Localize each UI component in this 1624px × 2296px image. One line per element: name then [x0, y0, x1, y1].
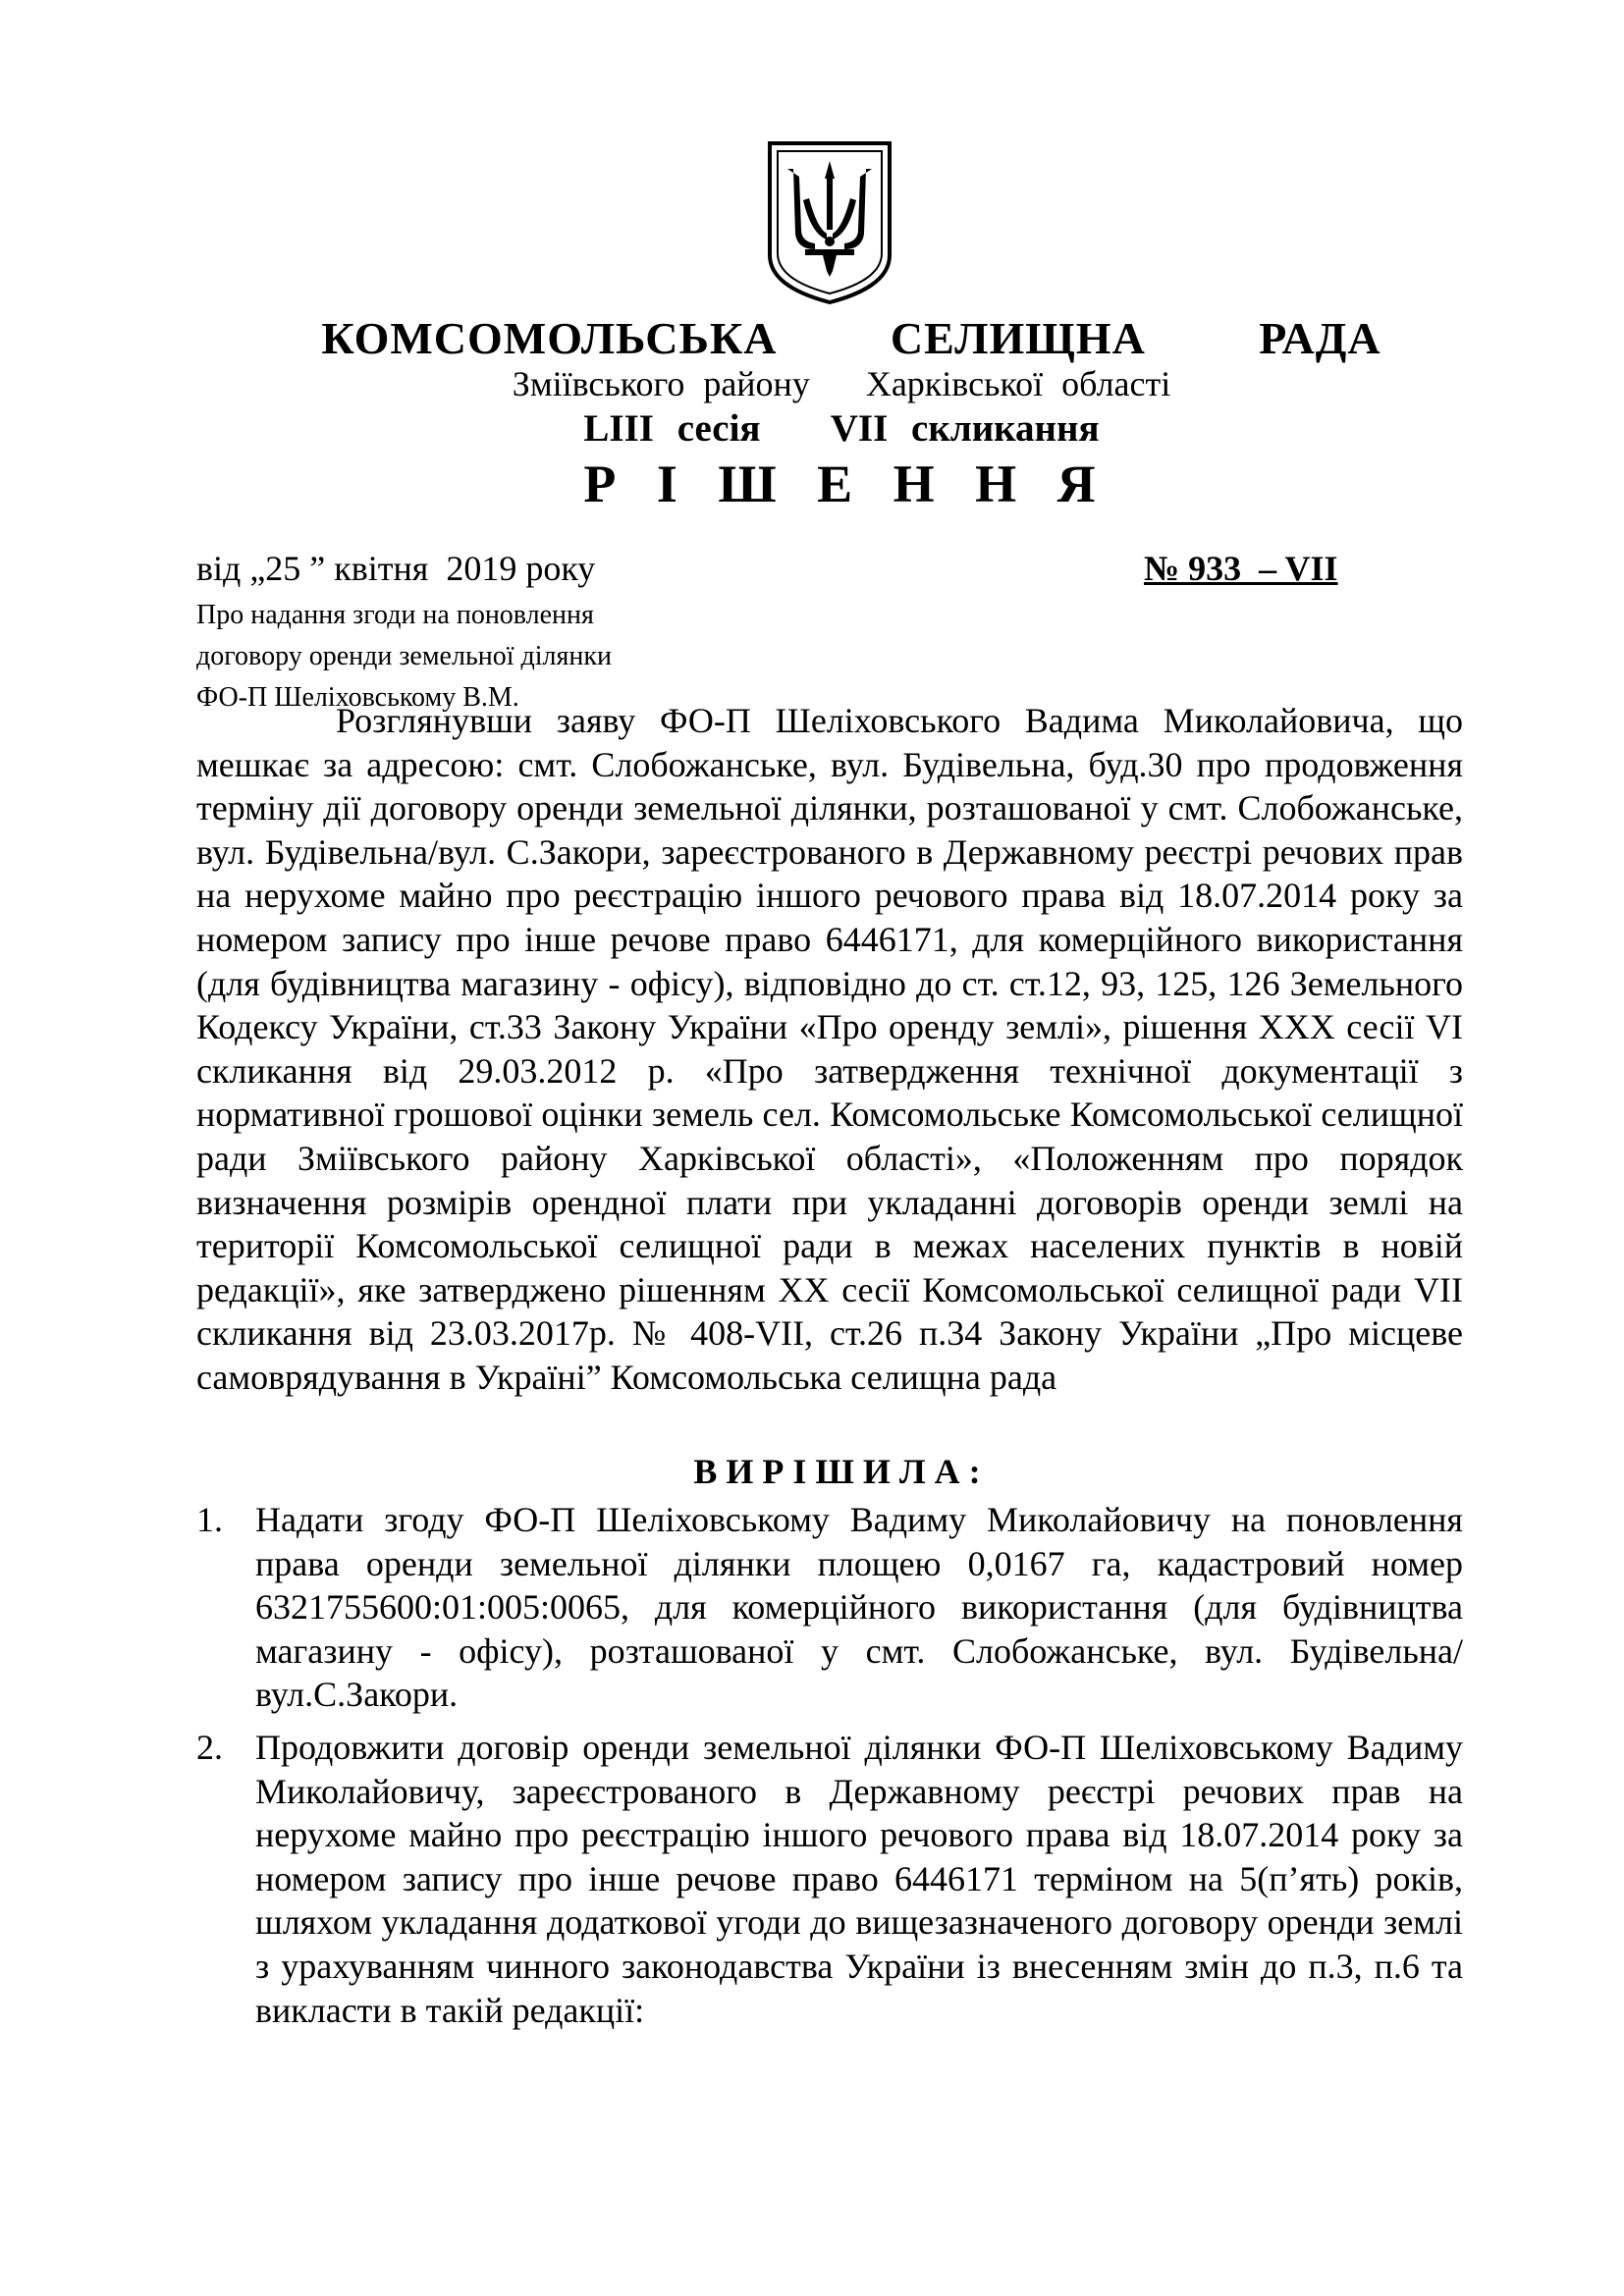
- trident-coat-of-arms-icon: [766, 139, 893, 306]
- subject-line: договору оренди земельної ділянки: [196, 641, 612, 671]
- subject-line: ФО-П Шеліховському В.М.: [196, 682, 519, 713]
- decided-heading: ВИРІШИЛА:: [693, 1452, 990, 1491]
- subject-line: Про надання згоди на поновлення: [196, 600, 594, 630]
- list-item-number: 2.: [196, 1728, 223, 1767]
- list-item: [196, 1726, 1463, 2032]
- session-line: LIII сесія VII скликання: [583, 407, 1100, 450]
- preamble-text: Розглянувши заяву ФО-П Шеліховського Вадима Миколайовича, що мешкає за адресою: смт. Слобожанське, вул. Будівельна, буд.30 про продовження терміну дії договору оренди земельної ділянки, розташованої у смт. Слобожанське, вул. Будівельна/вул. С.Закори, зареєстрованого в Державному реєстрі речових прав на нерухоме майно про реєстрацію іншого речового права від 18.07.2014 року за номером запису про інше речове право 6446171, для комерційного використання (для будівництва магазину - офісу), відповідно до ст. ст.12, 93, 125, 126 Земельного Кодексу України, ст.33 Закону України «Про оренду землі», рішення XXX сесії VI скликання від 29.03.2012 р. «Про затвердження технічної документації з нормативної грошової оцінки земель сел. Комсомольське Комсомольської селищної ради Зміївського району Харківської області», «Положенням про порядок визначення розмірів орендної плати при укладанні договорів оренди землі на території Комсомольської селищної ради в межах населених пунктів в новій редакції», яке затверджено рішенням XX сесії Комсомольської селищної ради VII скликання від 23.03.2017р. № 408-VII, ст.26 п.34 Закону України „Про місцеве самоврядування в Україні” Комсомольська селищна рада: [196, 701, 1463, 1397]
- document-title: Р І Ш Е Н Н Я: [583, 454, 1110, 513]
- list-item: [196, 1498, 1463, 1717]
- district-region-line: Зміївського району Харківської області: [512, 364, 1171, 403]
- list-item-text: Продовжити договір оренди земельної ділянки ФО-П Шеліховському Вадиму Миколайовичу, зареєстрованого в Державному реєстрі речових прав на нерухоме майно про реєстрацію іншого речового права від 18.07.2014 року за номером запису про інше речове право 6446171 терміном на 5(п’ять) років, шляхом укладання додаткової угоди до вищезазначеного договору оренди землі з урахуванням чинного законодавства України із внесенням змін до п.3, п.6 та викласти в такій редакції:: [255, 1728, 1463, 2030]
- council-name: КОМСОМОЛЬСЬКА СЕЛИЩНА РАДА: [321, 313, 1381, 363]
- list-item-text: Надати згоду ФО-П Шеліховському Вадиму Миколайовичу на поновлення права оренди земельної ділянки площею 0,0167 га, кадастровий номер 6321755600:01:005:0065, для комерційного використання (для будівництва магазину - офісу), розташованої у смт. Слобожанське, вул. Будівельна/вул.С.Закори.: [255, 1500, 1463, 1715]
- list-item-number: 1.: [196, 1500, 223, 1539]
- decision-date: від „25 ” квітня 2019 року: [196, 549, 596, 588]
- preamble-paragraph: [196, 699, 1463, 1400]
- decision-number: № 933 – VII: [1144, 549, 1338, 588]
